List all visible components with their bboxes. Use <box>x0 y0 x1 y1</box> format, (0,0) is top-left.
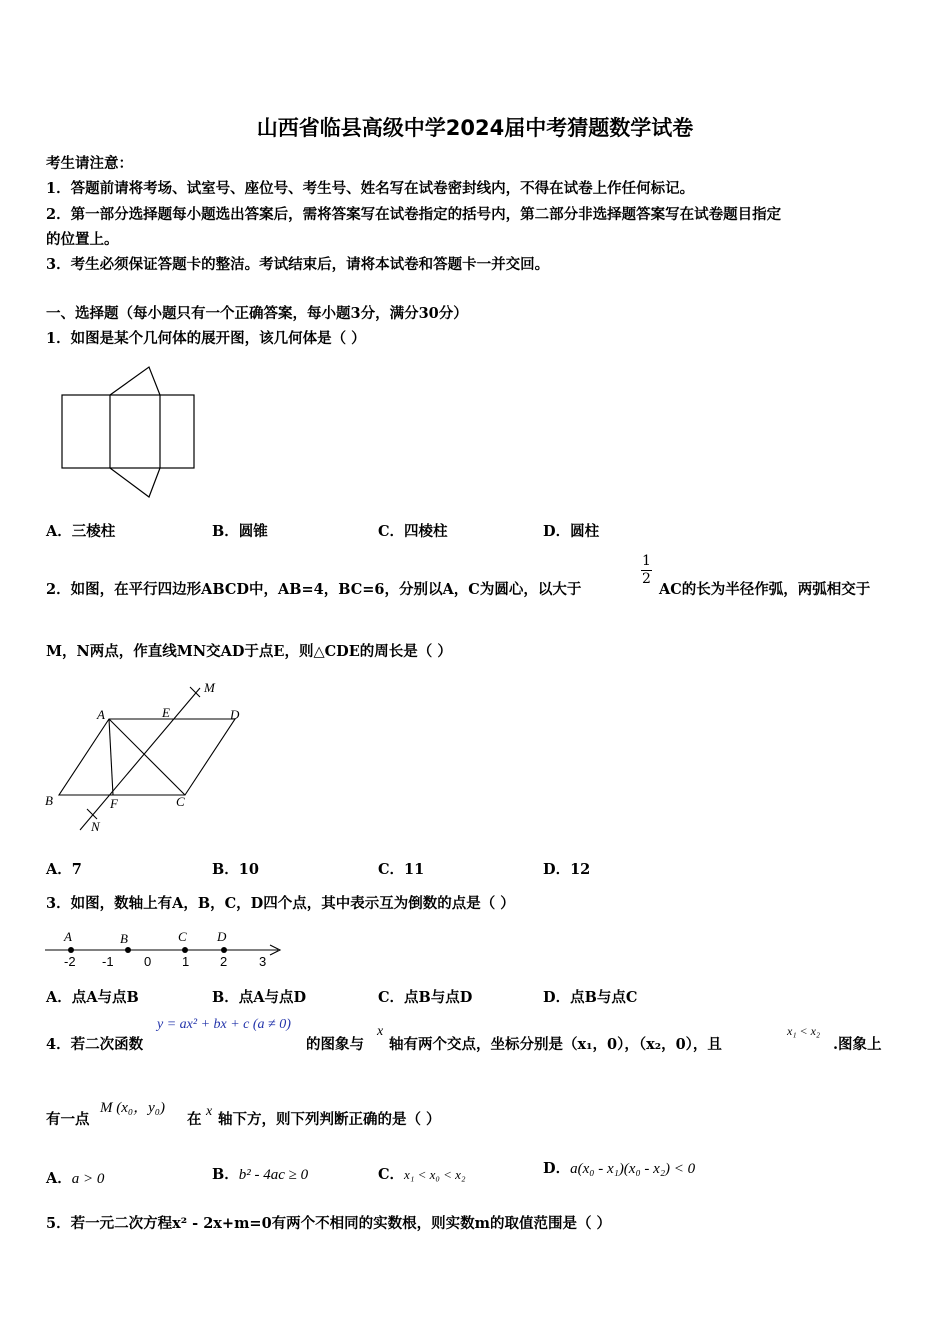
q4-option-b-label: B． <box>212 1166 239 1183</box>
q5-text: 5．若一元二次方程x² - 2x+m=0有两个不相同的实数根，则实数m的取值范围是（ ） <box>46 1215 612 1232</box>
q4-tail: .图象上 <box>833 1036 882 1053</box>
point-b-dot <box>125 947 131 953</box>
mark-m <box>190 687 200 697</box>
q4-option-d[interactable] <box>543 1157 695 1178</box>
q2-option-b[interactable]: B．10 <box>212 861 259 878</box>
q4-option-c[interactable] <box>378 1163 465 1184</box>
label-n: N <box>91 819 100 834</box>
point-label-d: D <box>217 929 227 944</box>
tick-neg1: -1 <box>102 954 114 969</box>
label-a: A <box>97 707 105 722</box>
q1-option-c[interactable]: C．四棱柱 <box>378 523 448 540</box>
q2-fraction <box>641 553 652 588</box>
q1-text: 1．如图是某个几何体的展开图，该几何体是（ ） <box>46 330 366 347</box>
q4-mid2: 轴有两个交点，坐标分别是（x₁，0），（x₂，0），且 <box>389 1036 722 1053</box>
label-b: B <box>45 793 53 808</box>
q4-line2-c: 轴下方，则下列判断正确的是（ ） <box>218 1111 441 1128</box>
label-d: D <box>230 707 240 722</box>
point-a-dot <box>68 947 74 953</box>
q4-option-c-label: C． <box>378 1166 405 1183</box>
notice-item-1: 1．答题前请将考场、试室号、座位号、考生号、姓名写在试卷密封线内，不得在试卷上作任何标记。 <box>46 180 695 197</box>
frac-denominator: 2 <box>642 571 651 587</box>
q4-option-b-math: b² - 4ac ≥ 0 <box>238 1167 309 1183</box>
q3-option-c[interactable]: C．点B与点D <box>378 989 473 1006</box>
q4-x-var: x <box>377 1024 384 1039</box>
q4-point-m: M (x₀，y₀) <box>100 1100 165 1116</box>
net-top-triangle <box>110 367 160 395</box>
label-m: M <box>204 680 215 695</box>
point-label-c: C <box>178 929 187 944</box>
segment-af <box>109 719 113 795</box>
q1-net-figure <box>55 360 205 505</box>
q3-number-line <box>40 925 290 975</box>
label-e: E <box>162 705 170 720</box>
diagonal-ac <box>109 719 185 795</box>
q4-condition: x₁ < x₂ <box>787 1024 821 1038</box>
notice-item-2-cont: 的位置上。 <box>46 231 119 248</box>
q3-option-d[interactable]: D．点B与点C <box>543 989 638 1006</box>
label-c: C <box>176 794 185 809</box>
point-d-dot <box>221 947 227 953</box>
q4-line2-a: 有一点 <box>46 1111 90 1128</box>
q2-option-d[interactable]: D．12 <box>543 861 591 878</box>
q4-option-a-math: a > 0 <box>71 1171 105 1187</box>
q1-option-b[interactable]: B．圆锥 <box>212 523 268 540</box>
q4-option-d-label: D． <box>543 1160 571 1177</box>
q4-x-var-2: x <box>206 1104 213 1119</box>
label-f: F <box>110 796 118 811</box>
q3-option-a[interactable]: A．点A与点B <box>46 989 139 1006</box>
tick-2: 2 <box>220 954 228 969</box>
q2-option-a[interactable]: A．7 <box>46 861 82 878</box>
q4-option-a[interactable] <box>46 1167 104 1188</box>
q3-text: 3．如图，数轴上有A，B，C，D四个点，其中表示互为倒数的点是（ ） <box>46 895 515 912</box>
q3-option-b[interactable]: B．点A与点D <box>212 989 307 1006</box>
mark-n <box>87 809 97 819</box>
point-label-b: B <box>120 931 128 946</box>
q1-option-d[interactable]: D．圆柱 <box>543 523 600 540</box>
q4-line2-b: 在 <box>187 1111 202 1128</box>
frac-numerator: 1 <box>642 553 651 569</box>
tick-1: 1 <box>182 954 190 969</box>
notice-item-3: 3．考生必须保证答题卡的整洁。考试结束后，请将本试卷和答题卡一并交回。 <box>46 256 550 273</box>
tick-neg2: -2 <box>64 954 76 969</box>
q4-option-a-label: A． <box>46 1170 72 1187</box>
page-title: 山西省临县高级中学2024届中考猜题数学试卷 <box>256 116 694 140</box>
q2-parallelogram-figure <box>40 675 260 840</box>
q4-function: y = ax² + bx + c (a ≠ 0) <box>157 1017 291 1032</box>
q4-option-b[interactable] <box>212 1163 308 1184</box>
q2-text-b: AC的长为半径作弧，两弧相交于 <box>659 581 871 598</box>
q4-prefix: 4．若二次函数 <box>46 1036 144 1053</box>
q1-option-a[interactable]: A．三棱柱 <box>46 523 116 540</box>
q4-option-d-math: a(x₀ - x₁)(x₀ - x₂) < 0 <box>570 1161 696 1177</box>
section-heading: 一、选择题（每小题只有一个正确答案，每小题3分，满分30分） <box>46 305 468 322</box>
point-c-dot <box>182 947 188 953</box>
tick-0: 0 <box>144 954 152 969</box>
point-label-a: A <box>64 929 72 944</box>
tick-3: 3 <box>259 954 267 969</box>
q4-mid1: 的图象与 <box>306 1036 364 1053</box>
q2-option-c[interactable]: C．11 <box>378 861 425 878</box>
notice-item-2: 2．第一部分选择题每小题选出答案后，需将答案写在试卷指定的括号内，第二部分非选择题答案写在试卷题目指定 <box>46 206 782 223</box>
notice-heading: 考生请注意： <box>46 155 133 172</box>
net-bottom-triangle <box>110 468 160 497</box>
q2-text-a: 2．如图，在平行四边形ABCD中，AB=4，BC=6，分别以A，C为圆心，以大于 <box>46 581 582 598</box>
q2-text-c: M，N两点，作直线MN交AD于点E，则△CDE的周长是（ ） <box>46 643 452 660</box>
net-rect <box>62 395 194 468</box>
q4-option-c-math: x₁ < x₀ < x₂ <box>404 1167 466 1182</box>
